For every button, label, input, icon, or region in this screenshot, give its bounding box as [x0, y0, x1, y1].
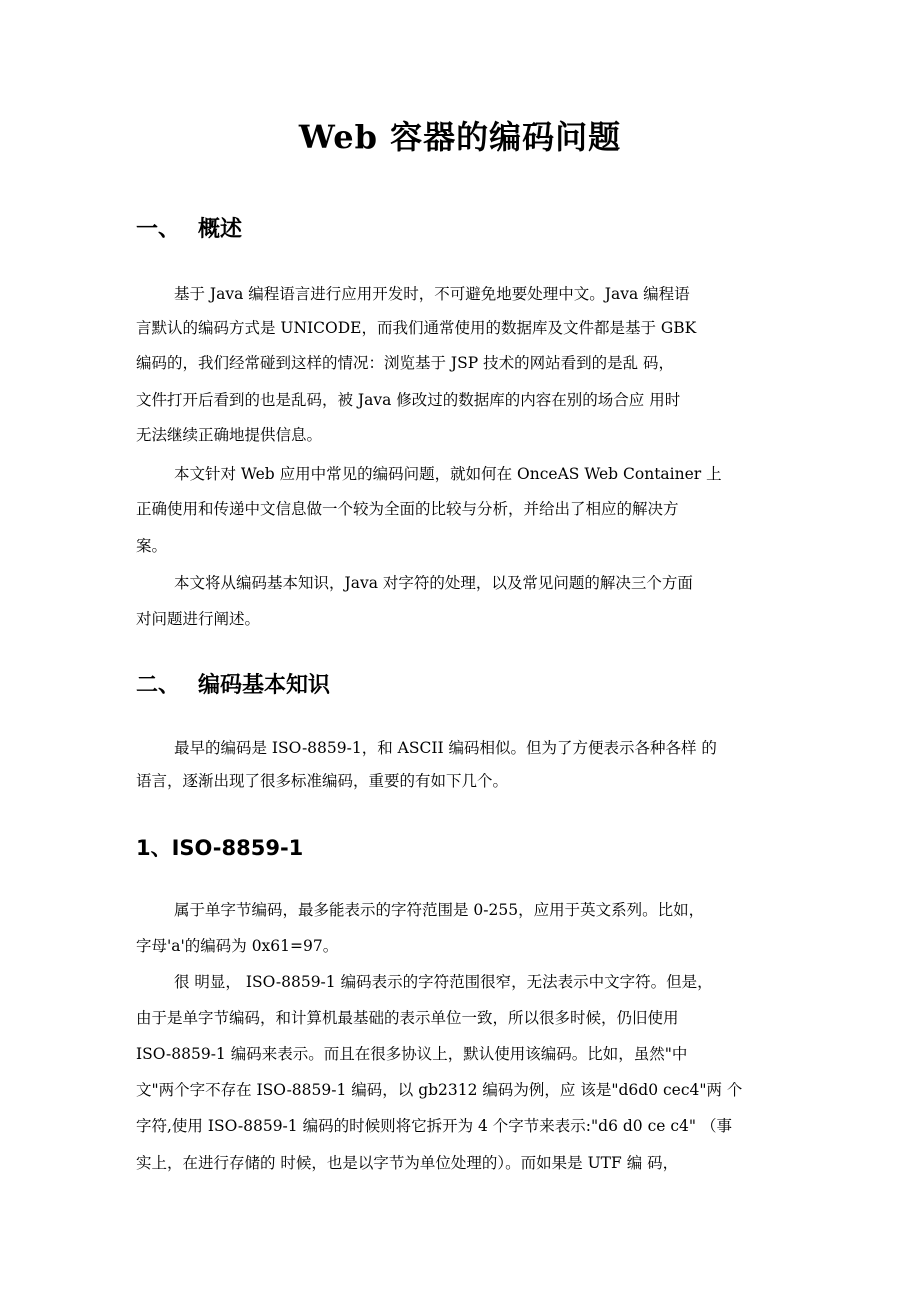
document-title: Web 容器的编码问题 [298, 118, 622, 156]
paragraph-line: 很 明显， ISO-8859-1 编码表示的字符范围很窄，无法表示中文字符。但是， [174, 973, 713, 991]
paragraph-line: 字母'a'的编码为 0x61=97。 [136, 937, 339, 955]
section-number: 一、 [136, 217, 181, 242]
section-number: 二、 [136, 673, 181, 698]
paragraph-line: 最早的编码是 ISO-8859-1，和 ASCII 编码相似。但为了方便表示各种各样 的 [174, 739, 717, 757]
section-heading-overview [136, 212, 242, 243]
paragraph-line: 基于 Java 编程语言进行应用开发时，不可避免地要处理中文。Java 编程语 [174, 285, 690, 303]
section-title: 编码基本知识 [198, 673, 331, 698]
paragraph-line: 言默认的编码方式是 UNICODE，而我们通常使用的数据库及文件都是基于 GBK [136, 319, 697, 337]
paragraph-line: 本文针对 Web 应用中常见的编码问题，就如何在 OnceAS Web Container 上 [174, 465, 722, 483]
paragraph-line: ISO-8859-1 编码来表示。而且在很多协议上，默认使用该编码。比如，虽然"中 [136, 1045, 688, 1063]
paragraph-line: 语言，逐渐出现了很多标准编码，重要的有如下几个。 [136, 772, 509, 790]
paragraph-line: 对问题进行阐述。 [136, 610, 261, 628]
section-heading-encoding-basics [136, 668, 330, 699]
paragraph-line: 编码的，我们经常碰到这样的情况：浏览基于 JSP 技术的网站看到的是乱 码， [136, 354, 675, 372]
paragraph-line: 正确使用和传递中文信息做一个较为全面的比较与分析，并给出了相应的解决方 [136, 500, 679, 518]
section-title: 概述 [198, 217, 243, 242]
paragraph-line: 无法继续正确地提供信息。 [136, 426, 323, 444]
paragraph-line: 由于是单字节编码，和计算机最基础的表示单位一致，所以很多时候，仍旧使用 [136, 1009, 679, 1027]
paragraph-line: 实上，在进行存储的 时候，也是以字节为单位处理的）。而如果是 UTF 编 码， [136, 1154, 679, 1172]
paragraph-line: 文"两个字不存在 ISO-8859-1 编码，以 gb2312 编码为例，应 该是"d6d0 cec4"两 个 [136, 1081, 743, 1099]
paragraph-line: 本文将从编码基本知识，Java 对字符的处理，以及常见问题的解决三个方面 [174, 574, 693, 592]
paragraph-line: 文件打开后看到的也是乱码，被 Java 修改过的数据库的内容在别的场合应 用时 [136, 391, 681, 409]
subsection-heading-iso-8859-1: 1、ISO-8859-1 [136, 836, 304, 860]
paragraph-line: 属于单字节编码，最多能表示的字符范围是 0-255，应用于英文系列。比如， [174, 901, 705, 919]
paragraph-line: 案。 [136, 537, 168, 555]
paragraph-line: 字符,使用 ISO-8859-1 编码的时候则将它拆开为 4 个字节来表示:"d6 d0 ce c4" （事 [136, 1117, 732, 1135]
